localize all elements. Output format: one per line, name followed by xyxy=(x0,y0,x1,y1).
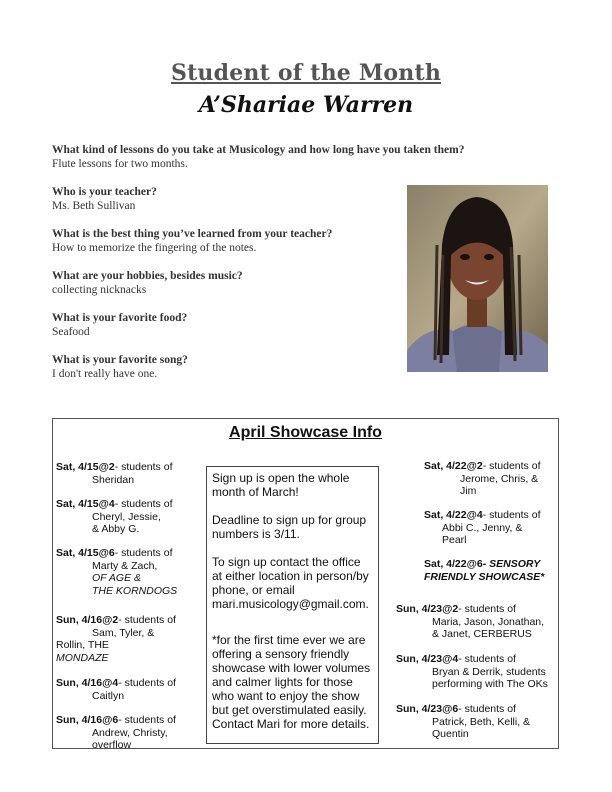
event-left-4: Sun, 4/16@2- students of Sam, Tyler, & Rollin, THE MONDAZE xyxy=(56,614,176,664)
qa-teacher xyxy=(52,185,157,213)
event-left-1: Sat, 4/15@2- students of Sheridan xyxy=(56,461,173,486)
event-datetime: Sat, 4/15@2 xyxy=(56,461,115,473)
signup-info-box xyxy=(206,466,379,744)
event-datetime: Sat, 4/15@4 xyxy=(56,498,115,510)
qa-song xyxy=(52,353,188,381)
event-datetime: Sun, 4/16@4 xyxy=(56,677,119,689)
student-photo xyxy=(407,185,548,372)
event-right-2: Sat, 4/22@4- students of Abbi C., Jenny, & Pearl xyxy=(424,509,541,546)
event-datetime: Sat, 4/15@6 xyxy=(56,547,115,559)
event-right-4: Sun, 4/23@2- students of Maria, Jason, Jonathan, & Janet, CERBERUS xyxy=(396,603,545,640)
event-datetime: Sun, 4/23@6 xyxy=(396,703,459,715)
event-left-5: Sun, 4/16@4- students of Caitlyn xyxy=(56,677,176,702)
answer: I don't really have one. xyxy=(52,368,158,380)
event-left-2: Sat, 4/15@4- students of Cheryl, Jessie, & Abby G. xyxy=(56,498,173,535)
event-datetime: Sat, 4/22@2 xyxy=(424,460,483,472)
student-name: A’Shariae Warren xyxy=(198,92,414,118)
event-datetime: Sat, 4/22@6 xyxy=(424,558,483,570)
answer: Flute lessons for two months. xyxy=(52,158,188,170)
info-sensory-note: *for the first time ever we are offering a sensory friendly showcase with lower volumes and calmer lights for those who want to enjoy the show but get overstimulated easily. Contact Mari for more details. xyxy=(212,633,371,731)
answer: How to memorize the fingering of the notes. xyxy=(52,242,257,254)
question: What kind of lessons do you take at Musicology and how long have you taken them? xyxy=(52,144,465,156)
event-right-6: Sun, 4/23@6- students of Patrick, Beth, Kelli, & Quentin xyxy=(396,703,531,740)
event-right-5: Sun, 4/23@4- students of Bryan & Derrik, students performing with The OKs xyxy=(396,653,548,690)
event-right-3: Sat, 4/22@6- SENSORY FRIENDLY SHOWCASE* xyxy=(424,558,545,583)
question: What is your favorite food? xyxy=(52,312,188,324)
question: What is your favorite song? xyxy=(52,354,188,366)
qa-lessons xyxy=(52,143,464,171)
info-deadline: Deadline to sign up for group numbers is 3/11. xyxy=(212,513,367,541)
answer: Ms. Beth Sullivan xyxy=(52,200,136,212)
question: What are your hobbies, besides music? xyxy=(52,270,243,282)
event-datetime: Sun, 4/23@2 xyxy=(396,603,459,615)
page-title: Student of the Month xyxy=(170,60,442,86)
qa-learned xyxy=(52,227,332,255)
answer: collecting nicknacks xyxy=(52,284,147,296)
event-left-3: Sat, 4/15@6- students of Marty & Zach, OF AGE & THE KORNDOGS xyxy=(56,547,178,597)
answer: Seafood xyxy=(52,326,90,338)
question: What is the best thing you’ve learned from your teacher? xyxy=(52,228,333,240)
question: Who is your teacher? xyxy=(52,186,157,198)
event-datetime: Sat, 4/22@4 xyxy=(424,509,483,521)
qa-hobbies xyxy=(52,269,243,297)
event-right-1: Sat, 4/22@2- students of Jerome, Chris, & Jim xyxy=(424,460,541,497)
qa-food xyxy=(52,311,187,339)
showcase-title: April Showcase Info xyxy=(229,424,382,441)
info-contact: To sign up contact the office at either location in person/by phone, or email mari.musicology@gmail.com. xyxy=(212,555,369,611)
info-signup-open: Sign up is open the whole month of March! xyxy=(212,471,350,499)
event-datetime: Sun, 4/16@6 xyxy=(56,714,119,726)
event-datetime: Sun, 4/16@2 xyxy=(56,614,119,626)
event-datetime: Sun, 4/23@4 xyxy=(396,653,459,665)
event-left-6: Sun, 4/16@6- students of Andrew, Christy, overflow xyxy=(56,714,176,751)
